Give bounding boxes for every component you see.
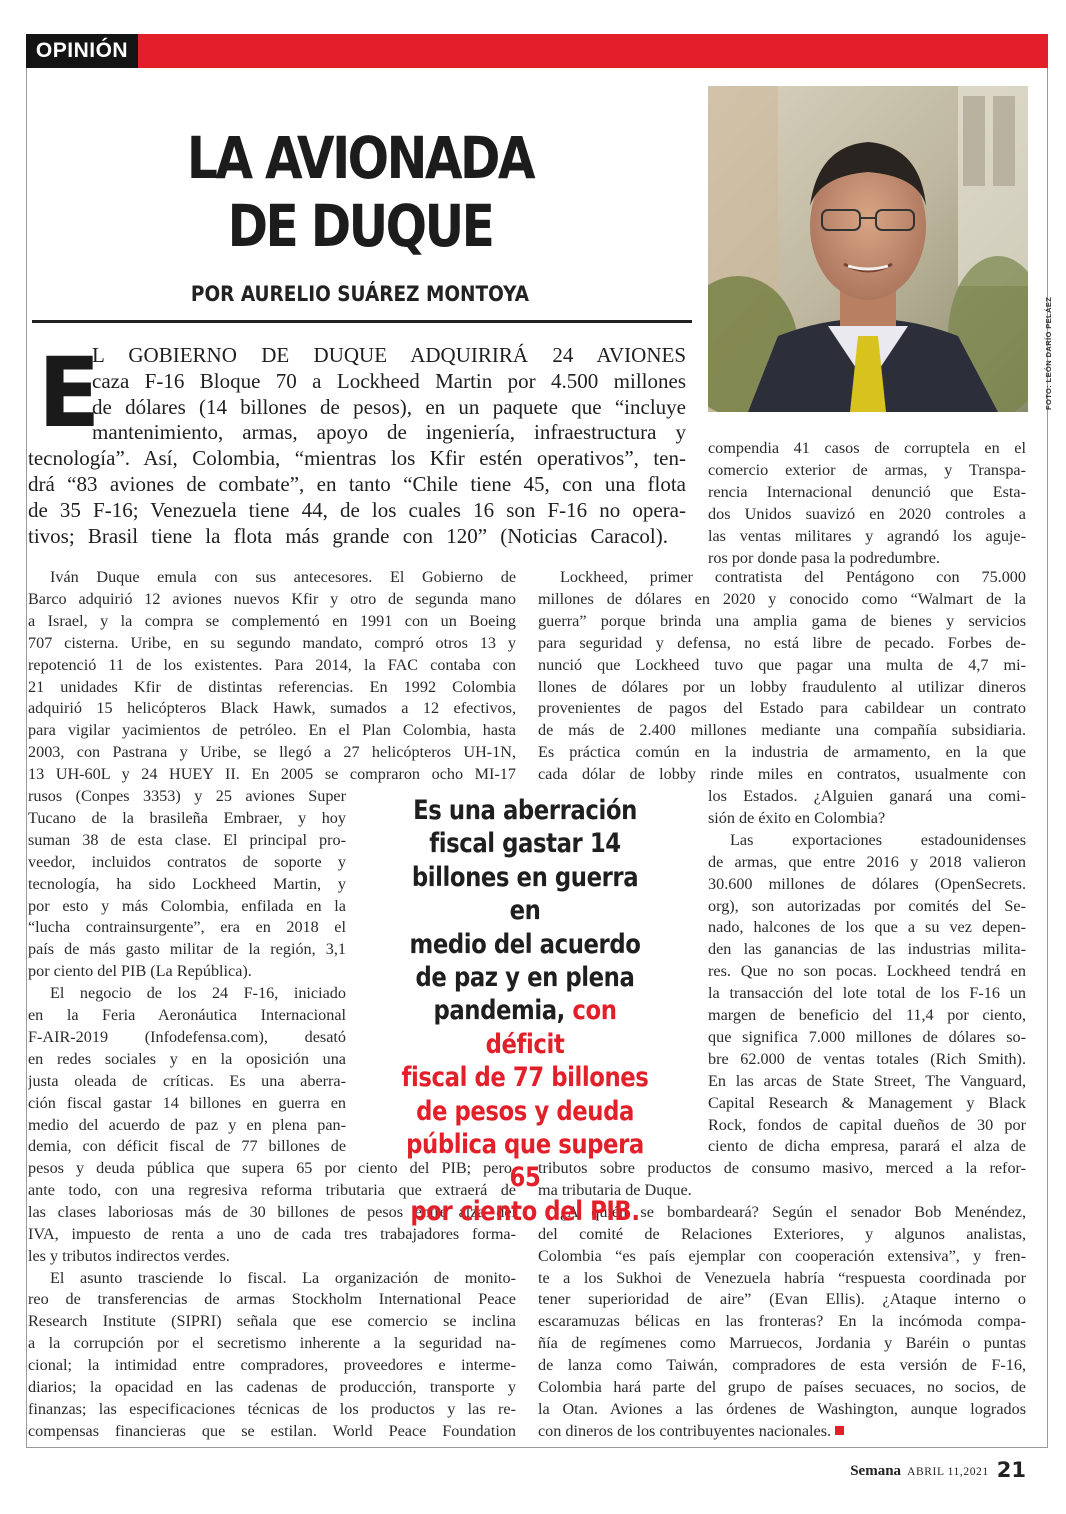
body-line: 707 cisterna. Uribe, en su segundo mandato, compró otros 13 y <box>28 633 516 652</box>
lead-line: de 35 F-16; Venezuela tiene 44, de los cuales 16 son F-16 no opera- <box>28 497 686 522</box>
body-line: la Otan. Aviones a las órdenes de Washington, aunque logrados <box>538 1399 1026 1418</box>
body-line: Barco adquirió 12 aviones nuevos Kfir y otro de segunda mano <box>28 589 516 608</box>
body-line: provenientes de pagos del Estado para cabildear un contrato <box>538 699 1026 718</box>
body-line: Es práctica común en la industria de armamento, en la que <box>538 743 1026 762</box>
body-line: tributos sobre productos de consumo masivo, merced a la refor- <box>538 1159 1026 1177</box>
body-line: El asunto trasciende lo fiscal. La organización de monito- <box>50 1268 516 1287</box>
body-line: finanzas; las especificaciones técnicas de los productos y las re- <box>28 1399 516 1418</box>
pull-quote <box>393 794 656 1228</box>
body-line: cional; la intimidad entre compradores, proveedores e interme- <box>28 1356 516 1375</box>
body-line: ción fiscal gastar 14 billones en guerra en <box>28 1093 346 1112</box>
headline-line-1: LA AVIONADA <box>186 124 534 192</box>
page-footer <box>850 1458 1026 1482</box>
lead-line: de dólares (14 billones de pesos), en un paquete que “incluye <box>92 394 686 419</box>
body-line: para vigilar yacimientos de petróleo. En el Plan Colombia, hasta <box>28 721 516 740</box>
pull-quote-text: pandemia, <box>433 995 565 1027</box>
body-line: los Estados. ¿Alguien ganará una comi- <box>708 787 1026 805</box>
body-line: adquirió 15 helicópteros Black Hawk, sumados a 12 efectivos, <box>28 699 516 718</box>
body-line: nunció que Lockheed tuvo que pagar una multa de 4,7 mi- <box>538 655 1026 674</box>
body-line: a la corrupción por el secretismo inherente a la seguridad na- <box>28 1334 516 1353</box>
lead-line: tivos; Brasil tiene la flota más grande con 120” (Noticias Caracol). <box>28 523 668 548</box>
section-header <box>26 34 1048 68</box>
body-line: Capital Research & Management y Black <box>708 1093 1026 1112</box>
body-line: la transacción del lote total de los F-16 un <box>708 984 1026 1003</box>
body-line: org), son autorizadas por comités del Se- <box>708 896 1026 915</box>
pull-quote-line: de paz y en plena <box>415 962 635 994</box>
section-accent-bar <box>138 34 1048 68</box>
body-line: nado, halcones de los que a su vez depen- <box>708 918 1026 937</box>
page-number: 21 <box>996 1458 1026 1482</box>
end-mark-icon <box>835 1426 844 1435</box>
body-line: para seguridad y defensa, no está libre de pecado. Forbes de- <box>538 633 1026 652</box>
body-line: las ventas militares y agrandó los aguje- <box>708 526 1026 545</box>
body-line: con dineros de los contribuyentes nacionales. <box>538 1421 1026 1443</box>
body-line: compensas financieras que se estilan. World Peace Foundation <box>28 1421 516 1440</box>
pull-quote-line: fiscal gastar 14 <box>429 828 621 860</box>
body-line: dos Unidos suavizó en 2020 controles a <box>708 504 1026 523</box>
pull-quote-line: de pesos y deuda <box>416 1095 634 1127</box>
body-line: tecnología, ha sido Lockheed Martin, y <box>28 874 346 893</box>
body-line: escaramuzas bélicas en las fronteras? En la incómoda compa- <box>538 1312 1026 1331</box>
headline-rule <box>32 320 692 323</box>
body-line: 21 unidades Kfir de distintas referencias. En 1992 Colombia <box>28 677 516 696</box>
body-line: Colombia hará parte del grupo de países secuaces, no socios, de <box>538 1378 1026 1396</box>
section-label: OPINIÓN <box>26 34 138 68</box>
body-line: IVA, impuesto de renta a uno de cada tres trabajadores forma- <box>28 1224 516 1243</box>
body-line: te a los Sukhoi de Venezuela habría “respuesta coordinada por <box>538 1268 1026 1287</box>
body-line: Iván Duque emula con sus antecesores. El Gobierno de <box>50 568 516 586</box>
body-line: den las ganancias de las industrias milita- <box>708 940 1026 959</box>
pull-quote-line: Es una aberración <box>413 795 637 826</box>
body-line: las clases laboriosas más de 30 billones de pesos entre alza del <box>28 1202 516 1221</box>
body-line: de lanza como Taiwán, compradores de esta versión de F-16, <box>538 1356 1026 1375</box>
body-line: 13 UH-60L y 24 HUEY II. En 2005 se compraron ocho MI-17 <box>28 765 516 784</box>
body-line: llones de dólares por un lobby fraudulento al utilizar dineros <box>538 677 1026 696</box>
headline-line-2: DE DUQUE <box>227 192 493 260</box>
pull-quote-line: pública que supera 65 <box>406 1129 644 1194</box>
body-line: comercio exterior de armas, y Transpa- <box>708 460 1026 479</box>
body-line: justa oleada de críticas. Es una aberra- <box>28 1071 346 1090</box>
body-line: de armas, que entre 2016 y 2018 valieron <box>708 852 1026 871</box>
body-line: Research Institute (SIPRI) señala que ese comercio se inclina <box>28 1312 516 1331</box>
pull-quote-line: por ciento del PIB. <box>410 1195 640 1227</box>
body-line: diarios; la opacidad en las cadenas de producción, transporte y <box>28 1378 516 1396</box>
lead-line: mantenimiento, armas, apoyo de ingeniería, infraestructura y <box>92 420 686 445</box>
lead-line: caza F-16 Bloque 70 a Lockheed Martin por 4.500 millones <box>92 368 686 393</box>
body-line: ante todo, con una regresiva reforma tributaria que extraerá de <box>28 1180 516 1199</box>
body-line: res. Que no son pocas. Lockheed tendrá en <box>708 962 1026 981</box>
pull-quote-mixed-line <box>393 994 656 1061</box>
body-line: rusos (Conpes 3353) y 25 aviones Super <box>28 787 346 805</box>
body-line: sión de éxito en Colombia? <box>708 808 886 827</box>
pull-quote-line: medio del acuerdo <box>409 928 641 960</box>
body-line: les y tributos indirectos verdes. <box>28 1246 230 1265</box>
body-line: Colombia “es país ejemplar con cooperación extensiva”, y fren- <box>538 1246 1026 1265</box>
body-line: medio del acuerdo de paz y en plena pan- <box>28 1115 346 1134</box>
body-line: compendia 41 casos de corruptela en el <box>708 439 1026 457</box>
body-line: “lucha contrainsurgente”, era en 2018 el <box>28 918 346 937</box>
body-line: ciento de dicha empresa, parará el alza de <box>708 1137 1026 1156</box>
body-line: El negocio de los 24 F-16, iniciado <box>50 984 346 1003</box>
pull-quote-line: billones en guerra en <box>411 861 639 927</box>
body-line: ¿A quién se bombardeará? Según el senador Bob Menéndez, <box>560 1202 1026 1221</box>
lead-line: tecnología”. Así, Colombia, “mientras los Kfir estén operativos”, ten- <box>28 446 686 471</box>
body-line: reo de transferencias de armas Stockholm International Peace <box>28 1290 516 1309</box>
body-line: demia, con déficit fiscal de 77 billones de <box>28 1137 346 1156</box>
body-line: en redes sociales y en la oposición una <box>28 1049 346 1068</box>
body-line: por ciento del PIB (La República). <box>28 962 252 981</box>
body-line: rencia Internacional denunció que Esta- <box>708 482 1026 501</box>
body-line: millones de dólares en 2020 y conocido como “Walmart de la <box>538 589 1026 608</box>
body-line: país de más gasto militar de la región, 3,1 <box>28 940 346 959</box>
body-line: cada dólar de lobby rinde miles en contratos, usualmente con <box>538 765 1026 784</box>
pull-quote-red-text: con déficit <box>485 995 617 1060</box>
author-photo <box>708 86 1028 412</box>
lead-line: drá “83 aviones de combate”, en tanto “Chile tiene 45, con una flota <box>28 472 686 496</box>
pull-quote-line: fiscal de 77 billones <box>401 1062 649 1094</box>
body-line: del comité de Relaciones Exteriores, y algunos analistas, <box>538 1224 1026 1243</box>
body-line: de más de 2.400 millones mediante una compañía subsidiaria. <box>538 721 1026 740</box>
body-line: veedor, incluidos contratos de soporte y <box>28 852 346 871</box>
body-line: En las arcas de State Street, The Vanguard, <box>708 1071 1026 1090</box>
body-line: 30.600 millones de dólares (OpenSecrets. <box>708 874 1026 893</box>
body-line: ma tributaria de Duque. <box>538 1180 692 1199</box>
magazine-name: Semana <box>850 1463 902 1479</box>
body-line: bre 62.000 de ventas totales (Rich Smith). <box>708 1049 1026 1068</box>
body-line: que significa 7.000 millones de dólares so- <box>708 1027 1026 1046</box>
body-line: margen de beneficio del 11,4 por ciento, <box>708 1006 1026 1024</box>
issue-date: ABRIL 11,2021 <box>907 1466 989 1478</box>
byline: POR AURELIO SUÁREZ MONTOYA <box>190 282 530 306</box>
body-line: Lockheed, primer contratista del Pentágono con 75.000 <box>560 568 1026 586</box>
drop-cap: E <box>38 337 101 449</box>
body-line: a Israel, y la compra se complementó en 1991 con un Boeing <box>28 611 516 630</box>
body-line: repotenció 11 de los existentes. Para 2014, la FAC contaba con <box>28 655 516 674</box>
body-line: guerra” porque brinda una amplia gama de bienes y servicios <box>538 611 1026 630</box>
body-line: en la Feria Aeronáutica Internacional <box>28 1006 346 1024</box>
body-line: 2003, con Pastrana y Uribe, se llegó a 27 helicópteros UH-1N, <box>28 743 516 762</box>
body-line: Tucano de la brasileña Embraer, y hoy <box>28 808 346 827</box>
photo-credit: FOTO: LEÓN DARÍO PELÁEZ <box>1044 296 1053 410</box>
body-line: F-AIR-2019 (Infodefensa.com), desató <box>28 1027 346 1046</box>
body-line: Las exportaciones estadounidenses <box>730 830 1026 849</box>
body-line: tener superioridad de aire” (Evan Ellis). ¿Ataque interno o <box>538 1290 1026 1309</box>
body-line: ros por donde pasa la podredumbre. <box>708 548 940 567</box>
body-line: suman 38 de esta clase. El principal pro- <box>28 830 346 849</box>
body-line: Rock, fondos de capital dueños de 30 por <box>708 1115 1026 1134</box>
body-line: por esto y más Colombia, enfilada en la <box>28 896 346 915</box>
body-line: pesos y deuda pública que supera 65 por ciento del PIB; pero, <box>28 1159 516 1177</box>
lead-line: L GOBIERNO DE DUQUE ADQUIRIRÁ 24 AVIONES <box>92 343 686 367</box>
body-line: ñía de regímenes como Marruecos, Jordania y Baréin o puntas <box>538 1334 1026 1353</box>
